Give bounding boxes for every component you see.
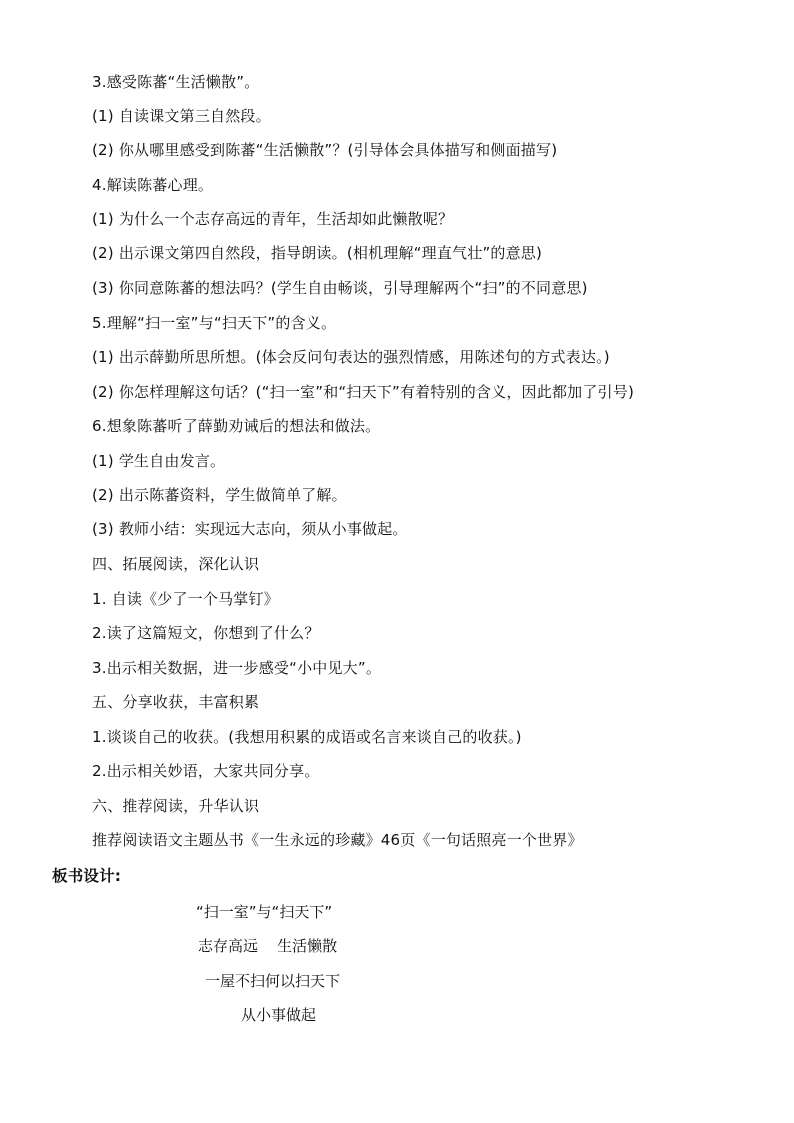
text-line: 推荐阅读语文主题丛书《一生永远的珍藏》46页《一句话照亮一个世界》 [92,831,583,849]
text-line: (1) 学生自由发言。 [92,452,226,470]
text-line: (2) 出示陈蕃资料，学生做简单了解。 [92,486,347,504]
text-line: (3) 你同意陈蕃的想法吗？(学生自由畅谈，引导理解两个“扫”的不同意思) [92,279,588,297]
text-line: (1) 自读课文第三自然段。 [92,107,271,125]
text-line: (2) 你怎样理解这句话？(“扫一室”和“扫天下”有着特别的含义，因此都加了引号) [92,383,635,401]
section-heading: 四、拓展阅读，深化认识 [92,555,260,573]
text-line: 6.想象陈蕃听了薛勤劝诫后的想法和做法。 [92,417,381,435]
text-line: 2.读了这篇短文，你想到了什么？ [92,624,320,642]
text-line: 1. 自读《少了一个马掌钉》 [92,590,279,608]
text-line: (1) 为什么一个志存高远的青年，生活却如此懒散呢？ [92,210,454,228]
text-line: (2) 出示课文第四自然段，指导朗读。(相机理解“理直气壮”的意思) [92,244,543,262]
section-heading: 五、分享收获，丰富积累 [92,693,260,711]
text-line: (2) 你从哪里感受到陈蕃“生活懒散”？(引导体会具体描写和侧面描写) [92,141,558,159]
text-line: 3.出示相关数据，进一步感受“小中见大”。 [92,659,382,677]
text-line: 1.谈谈自己的收获。(我想用积累的成语或名言来谈自己的收获。) [92,728,522,746]
board-design-heading: 板书设计: [52,867,122,885]
board-line-contrast: 志存高远 生活懒散 [198,937,338,955]
text-line: (3) 教师小结：实现远大志向，须从小事做起。 [92,520,408,538]
text-line: 2.出示相关妙语，大家共同分享。 [92,762,320,780]
board-line-conclusion: 从小事做起 [241,1006,317,1024]
text-line: (1) 出示薛勤所思所想。(体会反问句表达的强烈情感，用陈述句的方式表达。) [92,348,610,366]
board-line-proverb: 一屋不扫何以扫天下 [205,972,341,990]
section-heading: 六、推荐阅读，升华认识 [92,797,260,815]
text-line: 4.解读陈蕃心理。 [92,176,214,194]
text-line: 3.感受陈蕃“生活懒散”。 [92,73,260,91]
text-line: 5.理解“扫一室”与“扫天下”的含义。 [92,314,337,332]
board-line-title: “扫一室”与“扫天下” [196,903,333,921]
